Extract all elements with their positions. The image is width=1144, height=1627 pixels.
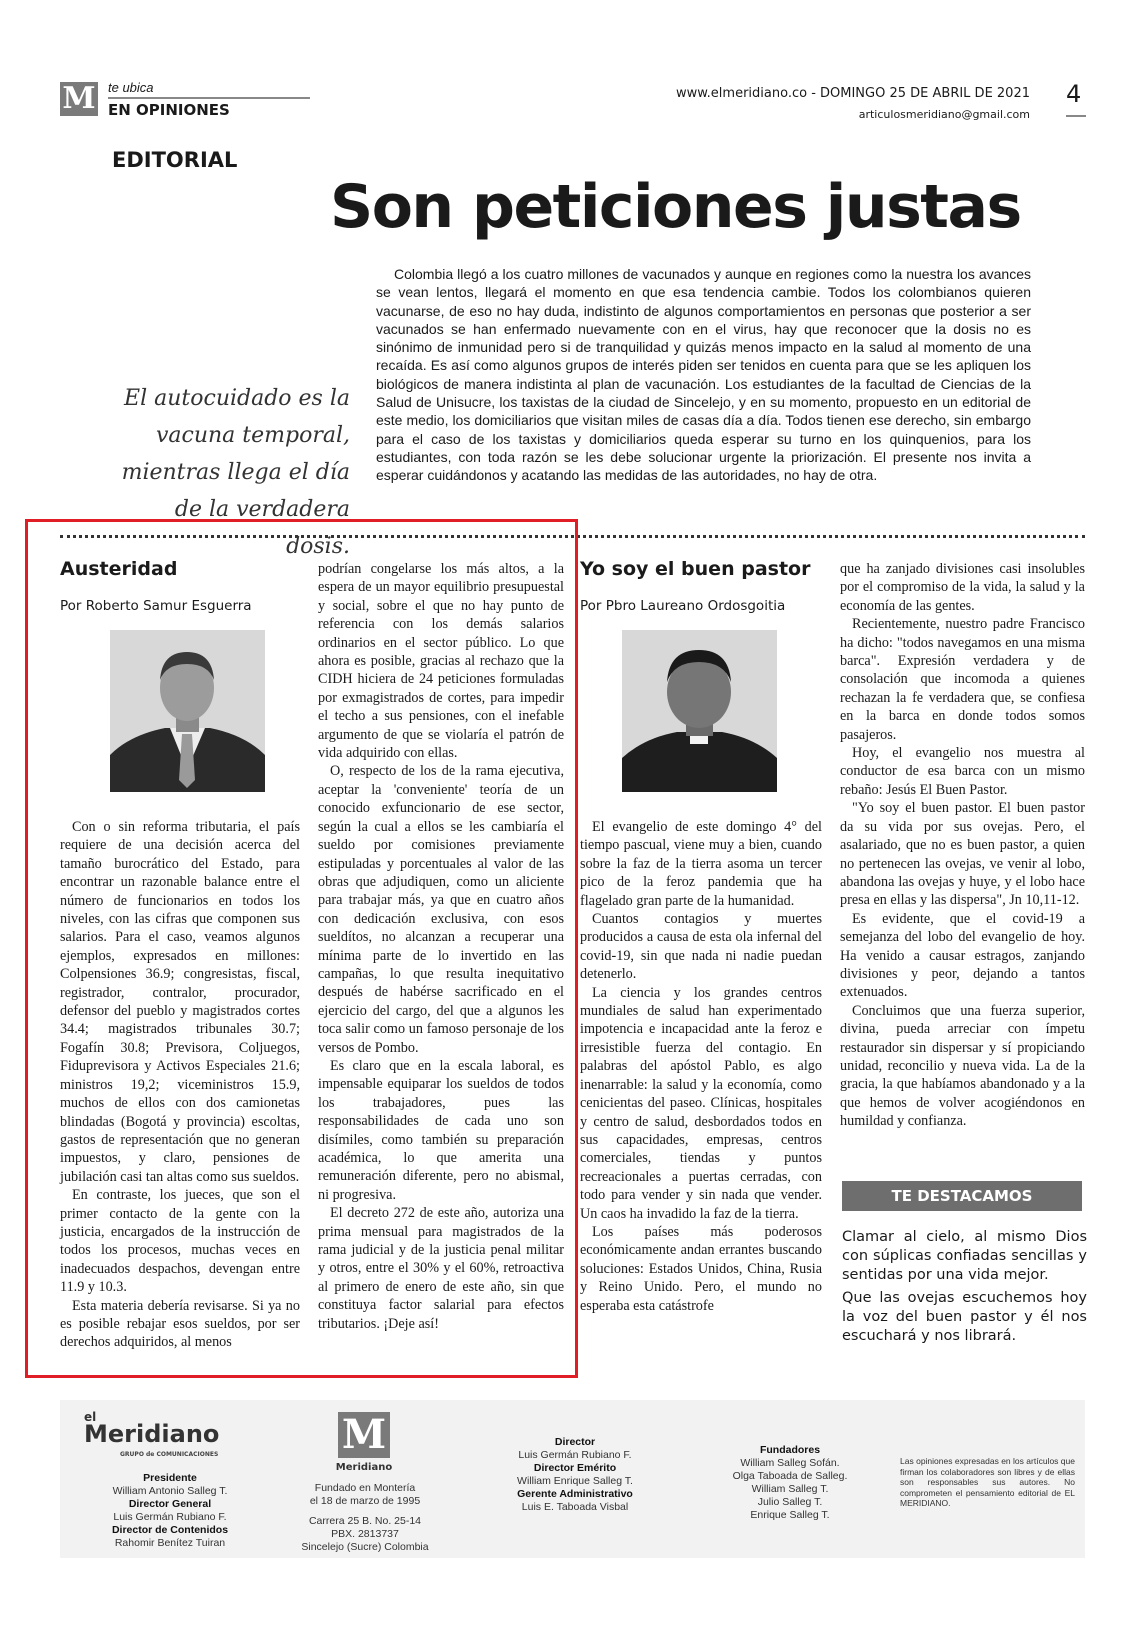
paragraph: Esta materia debería revisarse. Si ya no es posible rebajar esos sueldos, por ser derechos adquiridos, al menos	[60, 1297, 300, 1351]
staff-name: Luis Germán Rubiano F.	[518, 1449, 632, 1461]
tag-line-2: EN OPINIONES	[108, 101, 230, 119]
contact-email[interactable]: articulosmeridiano@gmail.com	[858, 108, 1030, 121]
pastor-column-1	[580, 818, 822, 1373]
paragraph: Hoy, el evangelio nos muestra al conductor de esa barca con un mismo rebaño: Jesús El Buen Pastor.	[840, 745, 1085, 798]
phone: PBX. 2813737	[331, 1528, 399, 1540]
austeridad-byline: Por Roberto Samur Esguerra	[60, 598, 252, 614]
paragraph: El decreto 272 de este año, autoriza una prima mensual para magistrados de la rama judicial y de la justicia penal militar y otros, entre el 30% y el 60%, retroactiva al primero de enero de este año, sin que constituya factor salarial para efectos tributarios. ¡Deje así!	[318, 1205, 564, 1332]
founder-name: Julio Salleg T.	[757, 1496, 823, 1508]
paragraph: Concluimos que una fuerza superior, divina, pueda arreciar con ímpetu restaurador sin dispersar y sí propiciando unidad, reconcilio y nueva vida. La de la gracia, la que habíamos abandonado y a la que hemos de volver acogiéndonos en humildad y confianza.	[840, 1002, 1085, 1130]
city: Sincelejo (Sucre) Colombia	[301, 1541, 429, 1553]
paragraph: Con o sin reforma tributaria, el país requiere de una decisión acerca del tamaño burocrático del Estado, para encontrar un razonable balance entre el número de funcionarios en todos los niveles, con las cifras que componen sus salarios. Para el caso, veamos algunos ejemplos, expresados en millones: Colpensiones 36.9; congresistas, fiscal, registrador, contralor, procurador, defensor del pueblo y magistrados cortes 34.4; magistrados tribunales 30.7; Fogafín 30.8; Previsora, Coljuegos, Fiduprevisora y Activos Especiales 21.6; ministros 19,2; viceministros 15.9, muchos de ellos con dos camionetas blindadas (Bogotá y provincia) escoltas, gastos de representación que no generan impuestos, y claro, pensiones de jubilación casi tan altas como sus sueldos.	[60, 819, 300, 1185]
section-label: EDITORIAL	[112, 148, 238, 172]
founder-name: William Salleg Sofán.	[740, 1457, 840, 1469]
founded-date: el 18 de marzo de 1995	[309, 1495, 421, 1507]
pastor-column-2	[840, 560, 1085, 1170]
page-number: 4	[1066, 80, 1082, 108]
paragraph: Es evidente, que el covid-19 a semejanza del lobo del evangelio de hoy. Ha venido a causar estragos, zanjando divisiones y peor, dejando a tantos extenuados.	[840, 910, 1085, 1001]
austeridad-title: Austeridad	[60, 558, 178, 580]
footer-brand-small: el	[84, 1410, 97, 1424]
founded-text: Fundado en Montería	[314, 1482, 416, 1494]
footer-founders	[705, 1444, 875, 1522]
role-label: Director General	[128, 1498, 212, 1510]
role-label: Director de Contenidos	[111, 1524, 229, 1536]
highlight-paragraph: Que las ovejas escuchemos hoy la voz del buen pastor y él nos escuchará y nos librará.	[842, 1290, 1087, 1344]
paragraph: Recientemente, nuestro padre Francisco ha dicho: "todos navegamos en una misma barca". Expresión verdadera y de consolación que incomoda a quienes rechazan la fe verdadera que, se confiesa en la barca en donde todos somos pasajeros.	[840, 616, 1085, 743]
footer-disclaimer: Las opiniones expresadas en los artículos que firman los colaboradores son libres y de ellas son responsables sus autores. No comprometen el pensamiento editorial de EL MERIDIANO.	[900, 1456, 1075, 1508]
editorial-paragraph: Colombia llegó a los cuatro millones de vacunados y aunque en regiones como la nuestra los avances se vean lentos, llegará el momento en que esa tendencia cambie. Todos los colombianos quieren vacunarse, de eso no hay duda, indistinto de algunos comportamientos en personas que posterior a ser vacunados se han enfermado nuevamente con en el virus, hay que reconocer que la dosis no es sinónimo de inmunidad pero si de tranquilidad y quizás menos impacto en la salud al momento de una recaída. Es así como algunos grupos de interés piden ser tenidos en cuenta para que se les apliquen los biológicos de manera indistinta al plan de vacunación. Los estudiantes de la facultad de Ciencias de la Salud de Unisucre, los taxistas de la ciudad de Sincelejo, y en su momento, propuesto en un editorial de este medio, los domiciliarios que visitan miles de casas día a día. Todos tienen ese derecho, sin embargo para el caso de los taxistas y domiciliarios queda esperar su turno en los quinquenios, para los estudiantes, con toda razón se les debe solucionar urgente la priorización. El presente nos invita a esperar cuidándonos y acatando las medidas de las autoridades, no hay de otra.	[376, 266, 1031, 484]
founder-name: William Salleg T.	[751, 1483, 829, 1495]
highlight-body	[842, 1228, 1087, 1350]
staff-name: Rahomir Benítez Tuiran	[114, 1537, 226, 1549]
footer-brand-sub: GRUPO de COMUNICACIONES	[120, 1451, 219, 1458]
footer-staff-center	[495, 1436, 655, 1514]
staff-name: William Antonio Salleg T.	[112, 1485, 228, 1497]
role-label: Director Emérito	[533, 1462, 617, 1474]
role-label: Fundadores	[759, 1444, 821, 1456]
footer-logo-name: Meridiano	[335, 1462, 393, 1473]
editorial-headline: Son peticiones justas	[330, 172, 1021, 242]
footer-logo-icon: M	[338, 1412, 390, 1458]
site-and-date[interactable]: www.elmeridiano.co - DOMINGO 25 DE ABRIL DE 2021	[675, 86, 1030, 101]
highlight-paragraph: Clamar al cielo, al mismo Dios con súplicas confiadas sencillas y sentidas por una vida mejor.	[842, 1229, 1087, 1283]
header-rule	[108, 97, 310, 99]
tag-line-1: te ubica	[108, 80, 154, 95]
paragraph: "Yo soy el buen pastor. El buen pastor da su vida por sus ovejas. Pero, el asalariado, que no es buen pastor, a quien no pertenecen las ovejas, ve venir al lobo, abandona las ovejas y huye, y el lobo hace presa en ellas y las dispersa", Jn 10,11-12.	[840, 800, 1085, 909]
author-photo-ordosgoitia	[622, 630, 777, 792]
editorial-body	[376, 265, 1031, 523]
paragraph: El evangelio de este domingo 4° del tiempo pascual, viene muy a bien, cuando sobre la faz de la tierra asoma un tercer pico de la feroz pandemia que ha flagelado gran parte de la humanidad.	[580, 819, 822, 909]
highlight-header: TE DESTACAMOS	[842, 1181, 1082, 1211]
paragraph: Es claro que en la escala laboral, es impensable equiparar los sueldos de todos los trabajadores, pues las responsabilidades de cada uno son disímiles, como también su preparación académica, lo que amerita una remuneración diferente, pero no abismal, ni progresiva.	[318, 1057, 564, 1203]
footer-address	[285, 1482, 445, 1554]
footer-staff-left	[70, 1472, 270, 1550]
portrait-icon	[622, 630, 777, 792]
role-label: Presidente	[143, 1472, 197, 1484]
paragraph: O, respecto de los de la rama ejecutiva, aceptar la 'conveniente' teoría de un conocido exfuncionario de ese sector, según la cual a ellos se les cambiaría el sueldo por comisiones previamente estipuladas y porcentuales al valor de las obras que adjudiquen, como un aliciente para trabajar más, ya que en cuatro años con dedicación exclusiva, con esos sueldítos, no alcanzan a recuperar una mínima parte de lo invertido en las campañas, lo que resulta inequitativo después de habérse sacrificado en el ejercicio del cargo, del que a algunos les toca salir como un famoso personaje de los versos de Pombo.	[318, 763, 564, 1056]
paragraph: En contraste, los jueces, que son el primer contacto de la gente con la justicia, encargados de la instrucción de todos los procesos, muchas veces en inadecuados despachos, devengan entre 11.9 y 10.3.	[60, 1187, 300, 1296]
pastor-byline: Por Pbro Laureano Ordosgoitia	[580, 598, 786, 614]
page-number-rule	[1066, 115, 1086, 117]
founder-name: Enrique Salleg T.	[750, 1509, 830, 1521]
founder-name: Olga Taboada de Salleg.	[732, 1470, 848, 1482]
footer-brand: Meridiano	[84, 1420, 220, 1448]
paragraph: podrían congelarse los más altos, a la espera de un mayor equilibrio presupuestal y social, sobre el que no hay punto de referencia con los demás salarios ordinarios en el sector público. Lo que ahora es posible, gracias al rechazo que la CIDH hiciera de 24 peticiones formuladas por exmagistrados de cortes, para impedir el techo a sus pensiones, con el inefable argumento de que se violaría el patrón de vida adquirido con ellas.	[318, 561, 564, 762]
paragraph: Los países más poderosos económicamente andan errantes buscando soluciones: Estados Unidos, China, Rusia y Reino Unido. Pero, el mundo no esperaba esta catástrofe	[580, 1223, 822, 1314]
role-label: Gerente Administrativo	[517, 1488, 633, 1500]
staff-name: William Enrique Salleg T.	[517, 1475, 633, 1487]
paragraph: Cuantos contagios y muertes producidos a causa de esta ola infernal del covid-19, sin que nada ni nadie puedan detenerlo.	[580, 911, 822, 983]
meridiano-logo-icon: M	[60, 82, 98, 116]
pull-quote: El autocuidado es la vacuna temporal, mientras llega el día de la verdadera dosis.	[121, 386, 350, 559]
paragraph: que ha zanjado divisiones casi insolubles por el compromiso de la vida, la salud y la economía de las gentes.	[840, 561, 1085, 614]
highlight-annotation-box	[25, 519, 578, 1378]
street-address: Carrera 25 B. No. 25-14	[308, 1515, 422, 1527]
role-label: Director	[554, 1436, 596, 1448]
pastor-title: Yo soy el buen pastor	[580, 558, 811, 580]
staff-name: Luis E. Taboada Visbal	[521, 1501, 629, 1513]
paragraph: La ciencia y los grandes centros mundiales de salud han experimentado impotencia e incapacidad ante la feroz e irresistible fuerza del contagio. En palabras del apóstol Pablo, es algo inenarrable: la salud y la economía, como cenicientas del paseo. Clínicas, hospitales y centro de salud, desbordados todos en sus capacidades, empresas, centros comerciales, tiendas y puntos recreacionales a puertas cerradas, con todo para vender y sin nada que vender. Un caos ha invadido la faz de la tierra.	[580, 984, 822, 1222]
staff-name: Luis Germán Rubiano F.	[113, 1511, 227, 1523]
